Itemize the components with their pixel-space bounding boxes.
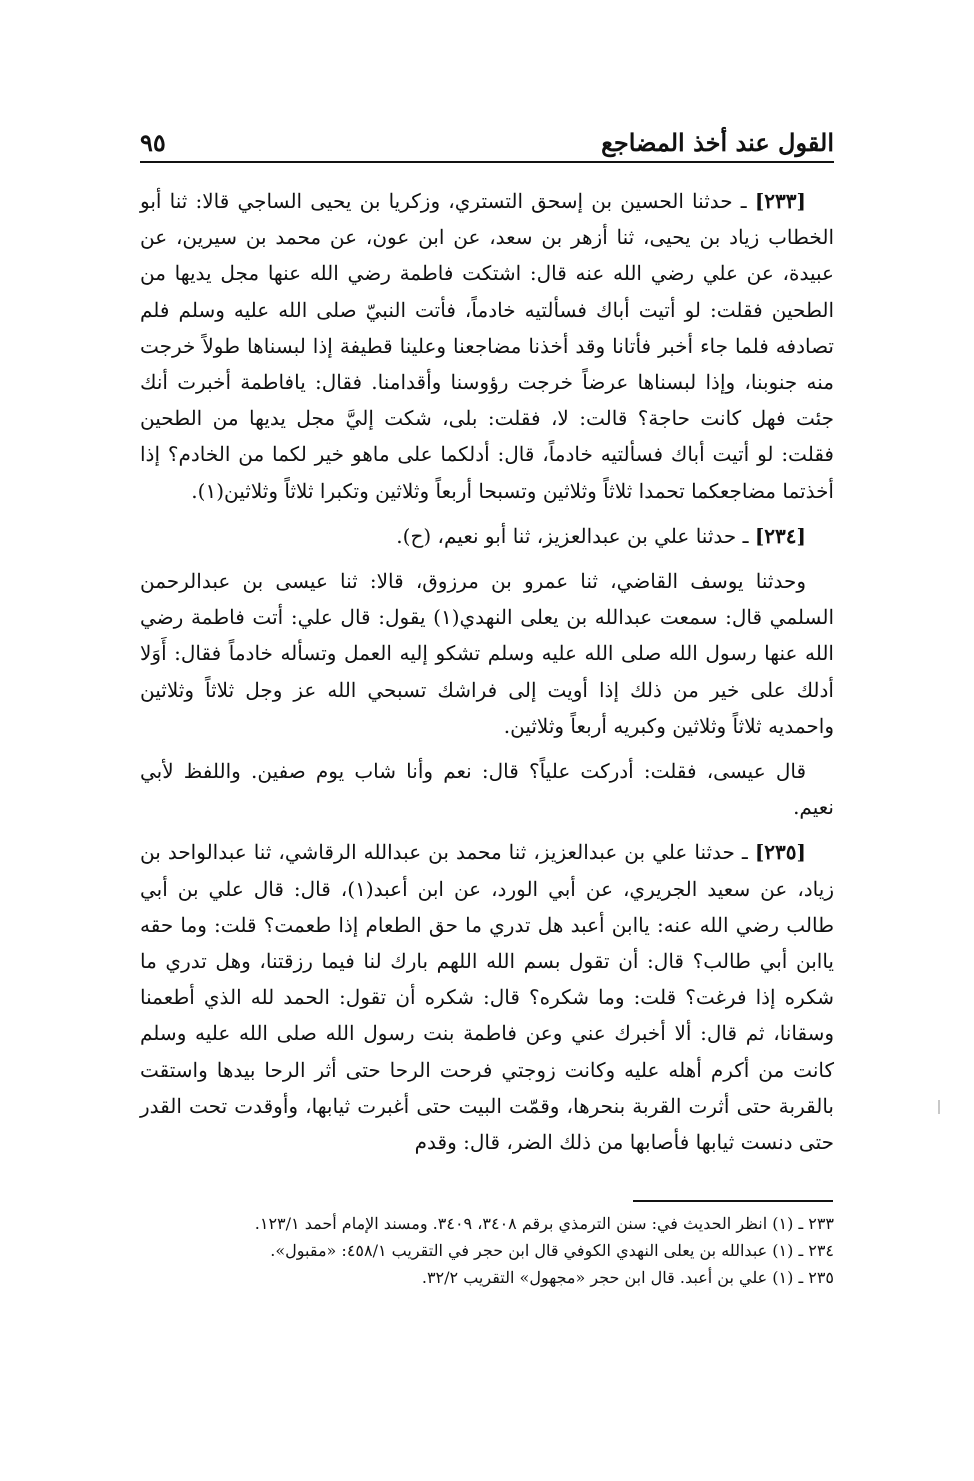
main-text <box>140 183 834 1169</box>
running-title: القول عند أخذ المضاجع <box>601 128 834 158</box>
margin-mark <box>938 1100 940 1114</box>
page-header <box>140 118 834 158</box>
paragraph-text: وحدثنا يوسف القاضي، ثنا عمرو بن مرزوق، قالا: ثنا عيسى بن عبدالرحمن السلمي قال: سمعت عبدالله بن يعلى النهدي(١) يقول: قال علي: أتت فاطمة رضي الله عنها رسول الله صلى الله عليه وسلم تشكو إليه العمل وتسأله خادماً فقال: أَوَلا أدلك على خير من ذلك إذا أويت إلى فراشك تسبحي الله عز وجل ثلاثاً وثلاثين واحمديه ثلاثاً وثلاثين وكبريه أربعاً وثلاثين. <box>140 569 835 738</box>
hadith-number: [٢٣٤] <box>754 523 806 548</box>
hadith-number: [٢٣٥] <box>754 840 806 865</box>
hadith-paragraph <box>140 518 834 554</box>
footnote: ٢٣٤ ـ (١) عبدالله بن يعلى النهدي الكوفي قال ابن حجر في التقريب ٤٥٨/١: «مقبول». <box>270 1241 834 1260</box>
footnote: ٢٣٣ ـ (١) انظر الحديث في: سنن الترمذي برقم ٣٤٠٨، ٣٤٠٩. ومسند الإمام أحمد ١٢٣/١. <box>254 1214 834 1233</box>
paragraph-text: ـ حدثنا علي بن عبدالعزيز، ثنا أبو نعيم، (ح). <box>396 523 755 548</box>
hadith-paragraph <box>140 753 834 825</box>
hadith-paragraph <box>140 834 834 1160</box>
hadith-paragraph <box>140 563 834 744</box>
paragraph-text: قال عيسى، فقلت: أدركت علياً؟ قال: نعم وأنا شاب يوم صفين. واللفظ لأبي نعيم. <box>140 759 834 820</box>
page-number: ٩٥ <box>140 128 166 158</box>
paragraph-text: ـ حدثنا علي بن عبدالعزيز، ثنا محمد بن عبدالله الرقاشي، ثنا عبدالواحد بن زياد، عن سعيد الجريري، عن أبي الورد، عن ابن أعبد(١)، قال: قال علي بن أبي طالب رضي الله عنه: ياابن أعبد هل تدري ما حق الطعام إذا طعمت؟ قلت: وما حقه ياابن أبي طالب؟ قال: أن تقول بسم الله اللهم بارك لنا فيما رزقتنا، وهل تدري ما شكره إذا فرغت؟ قلت: وما شكره؟ قال: شكره أن تقول: الحمد لله الذي أطعمنا وسقانا، ثم قال: ألا أخبرك عني وعن فاطمة بنت رسول الله صلى الله عليه وسلم كانت من أكرم أهله عليه وكانت زوجتي فرحت الرحا حتى أثر الرحا بيدها واستقت بالقربة حتى أثرت القربة بنحرها، وقمّت البيت حتى أغبرت ثيابها، وأوقدت تحت القدر حتى دنست ثيابها فأصابها من ذلك الضر، قال: وقدم <box>140 840 834 1155</box>
hadith-number: [٢٣٣] <box>754 189 806 213</box>
paragraph-text: ـ حدثنا الحسين بن إسحق التستري، وزكريا بن يحيى الساجي قالا: ثنا أبو الخطاب زياد بن يحيى، ثنا أزهر بن سعد، عن ابن عون، عن محمد بن سيرين، عن عبيدة، عن علي رضي الله عنه قال: اشتكت فاطمة رضي الله عنها مجل يديها من الطحين فقلت: لو أتيت أباك فسألتيه خادماً، فأتت النبيّ صلى الله عليه وسلم فلم تصادفه فلما جاء أخبر فأتانا وقد أخذنا مضاجعنا وعلينا قطيفة إذا لبسناها طولاً خرجت منه جنوبنا، وإذا لبسناها عرضاً خرجت رؤوسنا وأقدامنا. فقال: يافاطمة أخبرت أنك جئت فهل كانت حاجة؟ قالت: لا، فقلت: بلى، شكت إليَّ مجل يديها من الطحين فقلت: لو أتيت أباك فسألتيه خادماً، قال: أدلكما على ماهو خير لكما من الخادم؟ إذا أخذتما مضاجعكما تحمدا ثلاثاً وثلاثين وتسبحا أربعاً وثلاثين وتكبرا ثلاثاً وثلاثين(١). <box>140 189 834 503</box>
footnote: ٢٣٥ ـ (١) علي بن أعبد. قال ابن حجر «مجهول» التقريب ٣٢/٢. <box>421 1268 834 1287</box>
footnotes <box>140 1210 834 1291</box>
hadith-paragraph <box>140 183 834 509</box>
header-rule <box>140 161 834 163</box>
footnote-rule <box>633 1200 833 1202</box>
